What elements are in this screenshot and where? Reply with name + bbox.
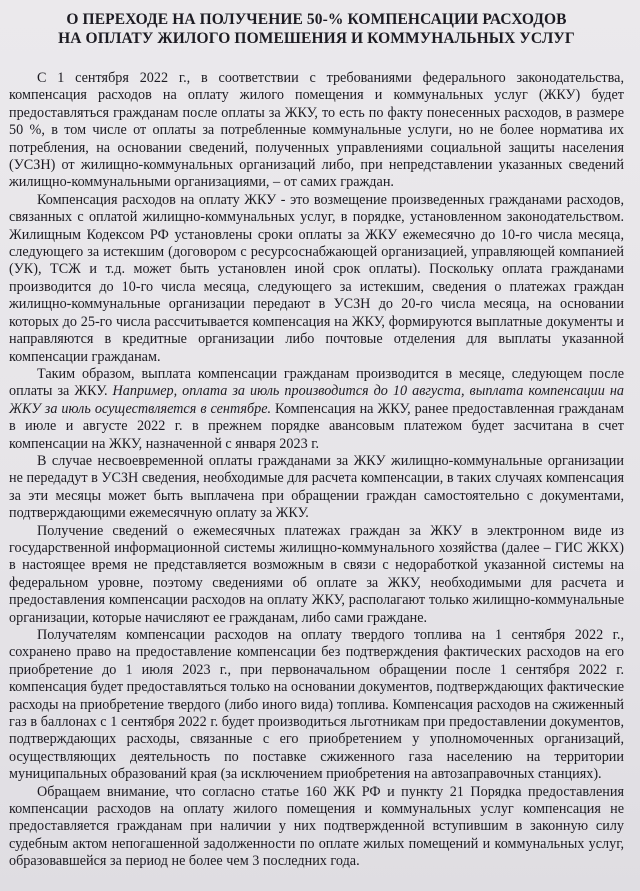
paragraph-6: Получателям компенсации расходов на оплату твердого топлива на 1 сентября 2022 г., сохранено право на предоставление компенсации без подтверждения фактических расходов на его приобретение до 1 июля 2023 г., при первоначальном обращении после 1 сентября 2022 г. компенсация будет предоставляться только на основании документов, подтверждающих фактические расходы на приобретение твердого (либо иного вида) топлива. Компенсация расходов на сжиженный газ в баллонах с 1 сентября 2022 г. будет производиться льготникам при предоставлении документов, подтверждающих расходы, связанные с его приобретением у уполномоченных организаций, осуществляющих деятельность по поставке сжиженного газа населению на территории муниципальных образований края (за исключением приобретения на автозаправочных станциях). — [9, 627, 624, 783]
paragraph-3-text-b: Компенсация на ЖКУ, ранее предоставленная гражданам в июле и августе 2022 г. в прежнем порядке авансовым платежом будет засчитана в счет компенсации на ЖКУ, назначенной с января 2023 г. — [9, 400, 624, 452]
document-title — [9, 10, 624, 48]
paragraph-7: Обращаем внимание, что согласно статье 160 ЖК РФ и пункту 21 Порядка предоставления компенсации расходов на оплату жилого помещения и коммунальных услуг компенсация не предоставляется гражданам при наличии у них подтвержденной вступившим в законную силу судебным актом непогашенной задолженности по оплате жилых помещений и коммунальных услуг, образовавшейся за период не более чем 3 последних года. — [9, 783, 624, 870]
paragraph-5: Получение сведений о ежемесячных платежах граждан за ЖКУ в электронном виде из государственной информационной системы жилищно-коммунального хозяйства (далее – ГИС ЖКХ) в настоящее время не представляется возможным в связи с недоработкой указанной системы на федеральном уровне, поэтому сведениями об оплате за ЖКУ, необходимыми для расчета и предоставления компенсации расходов на оплату ЖКУ, располагают только жилищно-коммунальные организации, которые начисляют ее гражданам, либо сами граждане. — [9, 522, 624, 626]
title-line-1: О ПЕРЕХОДЕ НА ПОЛУЧЕНИЕ 50-% КОМПЕНСАЦИИ РАСХОДОВ — [66, 11, 567, 28]
paragraph-2: Компенсация расходов на оплату ЖКУ - это возмещение произведенных гражданами расходов, связанных с оплатой жилищно-коммунальных услуг, в порядке, установленном законодательством. Жилищным Кодексом РФ установлены сроки оплаты за ЖКУ ежемесячно до 10-го числа месяца, следующего за истекшим (договором с ресурсоснабжающей организацией, управляющей компанией (УК), ТСЖ и т.д. может быть установлен иной срок оплаты). Поскольку оплата гражданами производится до 10-го числа месяца, следующего за истекшим, сведения о платежах граждан жилищно-коммунальные организации передают в УСЗН до 20-го числа месяца, на основании которых до 25-го числа рассчитывается компенсация на ЖКУ, формируются выплатные документы и направляются в кредитные организации либо почтовые отделения для выплаты указанной компенсации гражданам. — [9, 191, 624, 365]
paragraph-1: С 1 сентября 2022 г., в соответствии с требованиями федерального законодательства, компенсация расходов на оплату жилого помещения и коммунальных услуг (ЖКУ) будет предоставляться гражданам после оплаты за ЖКУ, то есть по факту понесенных расходов, в размере 50 %, в том числе от оплаты за потребленные коммунальные услуги, но не более норматива их потребления, на основании сведений, полученных управлениями социальной защиты населения (УСЗН) от жилищно-коммунальных организаций либо, при непредставлении указанных сведений жилищно-коммунальными организациями, – от самих граждан. — [9, 70, 624, 191]
paragraph-3-example: Например, оплата за июль производится до 10 августа, выплата компенсации на ЖКУ за июль осуществляется в сентябре. — [9, 383, 624, 417]
paragraph-4: В случае несвоевременной оплаты гражданами за ЖКУ жилищно-коммунальные организации не передадут в УСЗН сведения, необходимые для расчета компенсации, в таких случаях компенсация за эти месяцы может быть выплачена при обращении граждан самостоятельно с документами, подтверждающими ежемесячную оплату за ЖКУ. — [9, 452, 624, 522]
title-line-2: НА ОПЛАТУ ЖИЛОГО ПОМЕШЕНИЯ И КОММУНАЛЬНЫХ УСЛУГ — [58, 30, 575, 47]
paragraph-3 — [9, 366, 624, 453]
paragraph-3-text-a: Таким образом, выплата компенсации гражданам производится в месяце, следующем после оплаты за ЖКУ. — [9, 365, 624, 400]
